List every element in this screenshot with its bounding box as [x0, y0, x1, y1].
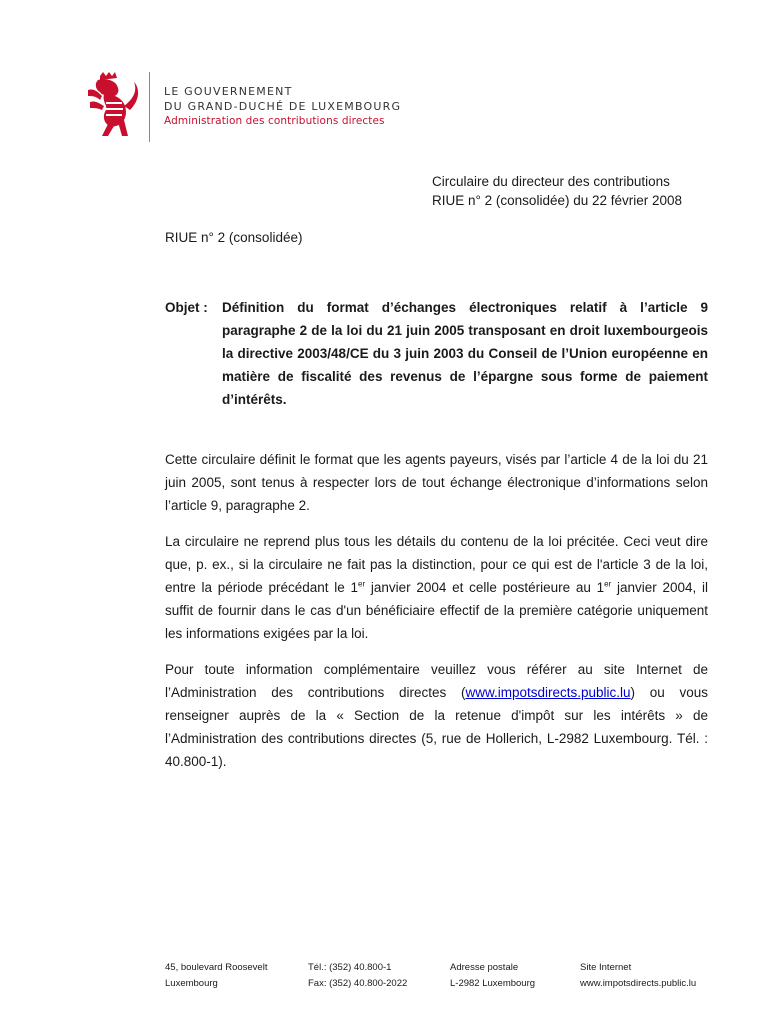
sender-block — [432, 172, 682, 210]
sender-line-2: RIUE n° 2 (consolidée) du 22 février 2008 — [432, 193, 683, 208]
footer-website — [580, 960, 696, 992]
website-link[interactable]: www.impotsdirects.public.lu — [465, 684, 631, 700]
gov-line-1: LE GOUVERNEMENT — [164, 85, 293, 98]
footer-fax: Fax: (352) 40.800-2022 — [308, 978, 408, 989]
logo-divider — [149, 72, 150, 142]
paragraph-2-part-b: janvier 2004 et celle postérieure au 1 — [365, 580, 605, 596]
subject-label: Objet : — [165, 300, 208, 315]
footer-website-label: Site Internet — [580, 962, 632, 973]
red-lion-logo-icon — [86, 72, 140, 138]
footer-postal — [450, 960, 535, 992]
admin-line: Administration des contributions directes — [164, 115, 385, 127]
paragraph-1: Cette circulaire définit le format que les agents payeurs, visés par l’article 4 de la loi du 21 juin 2005, sont tenus à respecter lors de tout échange électronique d’informations selon l’article 9, paragraphe 2. — [165, 452, 708, 514]
subject-text: Définition du format d’échanges électroniques relatif à l’article 9 paragraphe 2 de la loi du 21 juin 2005 transposant en droit luxembourgeois la directive 2003/48/CE du 3 juin 2003 du Conseil de l’Union européenne en matière de fiscalité des revenus de l’épargne sous forme de paiement d’intérêts. — [222, 300, 708, 407]
footer-phone — [308, 960, 407, 992]
paragraph-3 — [165, 658, 708, 774]
footer-postal-label: Adresse postale — [450, 962, 519, 973]
paragraph-3-part-a: Pour toute information complémentaire veuillez vous référer au site Internet de l’Administration des contributions directes ( — [165, 661, 708, 700]
paragraph-2 — [165, 530, 708, 646]
gov-line-2: DU GRAND-DUCHÉ DE LUXEMBOURG — [164, 100, 402, 113]
sender-line-1: Circulaire du directeur des contributions — [432, 174, 670, 189]
superscript-er: er — [358, 579, 366, 589]
footer-address-line-1: 45, boulevard Roosevelt — [165, 962, 268, 973]
footer-address — [165, 960, 267, 992]
footer-address-line-2: Luxembourg — [165, 978, 218, 989]
footer-postal-value: L-2982 Luxembourg — [450, 978, 536, 989]
footer-tel: Tél.: (352) 40.800-1 — [308, 962, 392, 973]
footer-website-url[interactable]: www.impotsdirects.public.lu — [580, 978, 697, 989]
paragraph-2-part-c: janvier 2004, il suffit de fournir dans le cas d'un bénéficiaire effectif de la première catégorie uniquement les informations exigées par la loi. — [165, 580, 708, 642]
reference: RIUE n° 2 (consolidée) — [165, 230, 303, 245]
body-text — [165, 448, 708, 786]
paragraph-3-part-b: ) ou vous renseigner auprès de la « Section de la retenue d'impôt sur les intérêts » de l’Administration des contributions directes (5, rue de Hollerich, L-2982 Luxembourg. Tél. : 40.800-1). — [165, 684, 708, 770]
paragraph-2-part-a: La circulaire ne reprend plus tous les détails du contenu de la loi précitée. Ceci veut dire que, p. ex., si la circulaire ne fait pas la distinction, pour ce qui est de l'article 3 de la loi, entre la période précédant le 1 — [165, 533, 708, 596]
superscript-er: er — [604, 579, 612, 589]
subject-block — [165, 296, 708, 411]
government-heading — [164, 84, 401, 129]
